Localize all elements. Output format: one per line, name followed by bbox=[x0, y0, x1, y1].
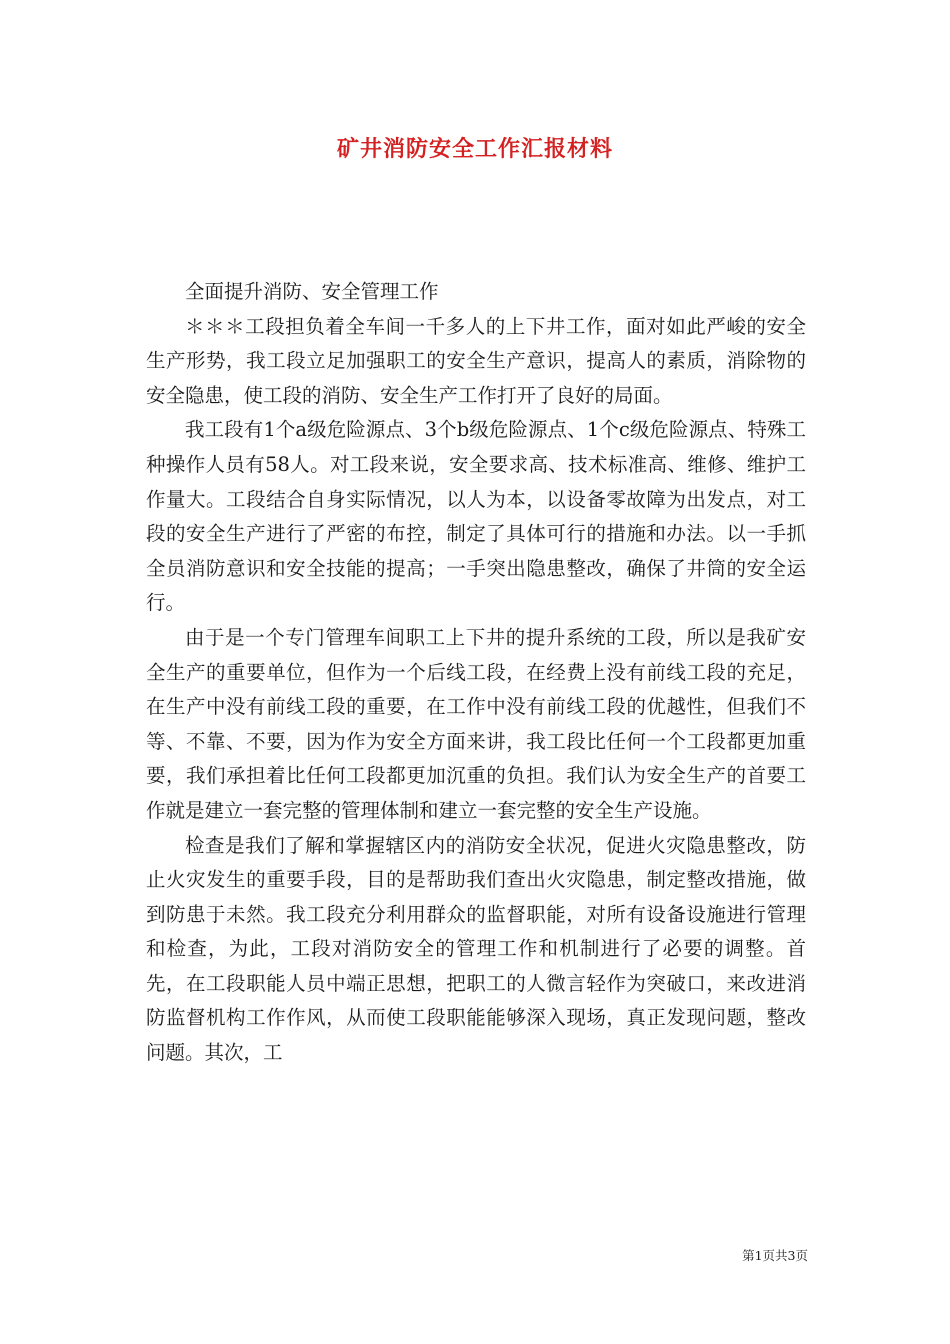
page-number-footer: 第1页共3页 bbox=[742, 1248, 808, 1263]
paragraph-subtitle: 全面提升消防、安全管理工作 bbox=[185, 280, 439, 303]
paragraph: 我工段有1个a级危险源点、3个b级危险源点、1个c级危险源点、特殊工种操作人员有58人。对工段来说，安全要求高、技术标准高、维修、维护工作量大。工段结合自身实际情况，以人为本，以设备零故障为出发点，对工段的安全生产进行了严密的布控，制定了具体可行的措施和办法。以一手抓全员消防意识和安全技能的提高；一手突出隐患整改，确保了井筒的安全运行。 bbox=[146, 418, 806, 615]
document-body bbox=[146, 275, 806, 1071]
paragraph: 由于是一个专门管理车间职工上下井的提升系统的工段，所以是我矿安全生产的重要单位，但作为一个后线工段，在经费上没有前线工段的充足，在生产中没有前线工段的重要，在工作中没有前线工段的优越性，但我们不等、不靠、不要，因为作为安全方面来讲，我工段比任何一个工段都更加重要，我们承担着比任何工段都更加沉重的负担。我们认为安全生产的首要工作就是建立一套完整的管理体制和建立一套完整的安全生产设施。 bbox=[146, 625, 806, 822]
document-title: 矿井消防安全工作汇报材料 bbox=[336, 136, 613, 162]
paragraph: ＊＊＊工段担负着全车间一千多人的上下井工作，面对如此严峻的安全生产形势，我工段立足加强职工的安全生产意识，提高人的素质，消除物的安全隐患，使工段的消防、安全生产工作打开了良好的局面。 bbox=[146, 314, 806, 407]
paragraph: 检查是我们了解和掌握辖区内的消防安全状况，促进火灾隐患整改，防止火灾发生的重要手段，目的是帮助我们查出火灾隐患，制定整改措施，做到防患于未然。我工段充分利用群众的监督职能，对所有设备设施进行管理和检查，为此，工段对消防安全的管理工作和机制进行了必要的调整。首先，在工段职能人员中端正思想，把职工的人微言轻作为突破口，来改进消防监督机构工作作风，从而使工段职能能够深入现场，真正发现问题，整改问题。其次，工 bbox=[146, 833, 806, 1065]
